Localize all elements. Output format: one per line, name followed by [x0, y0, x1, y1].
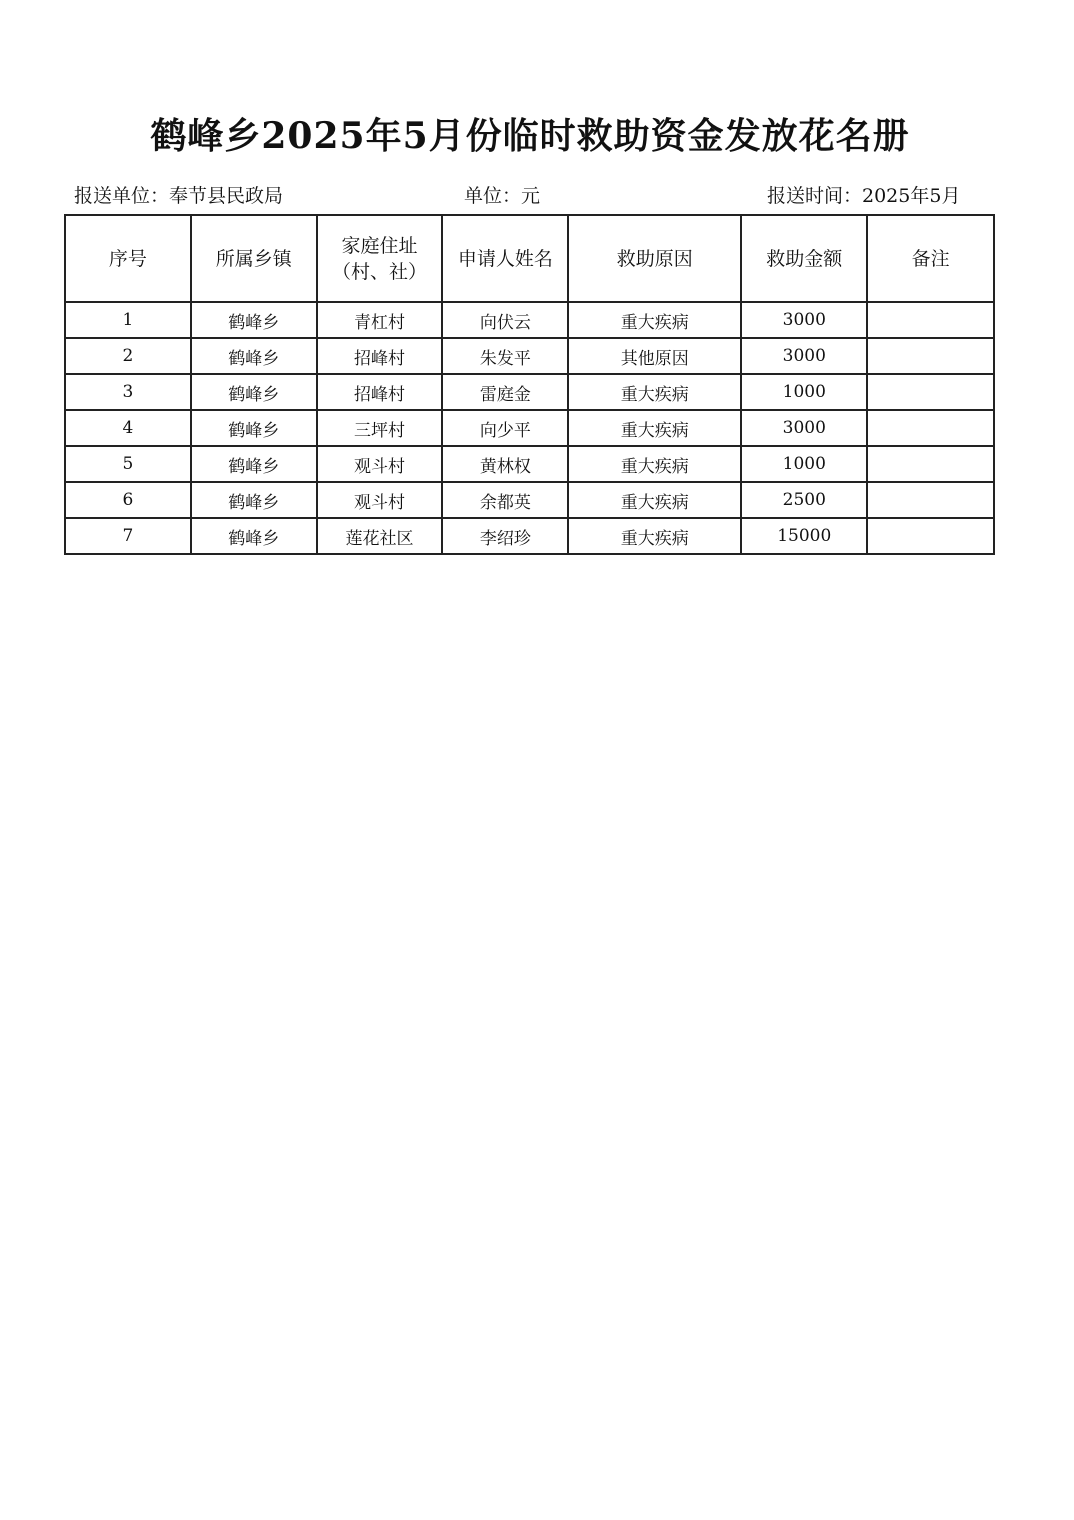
cell-amount: 2500: [741, 482, 867, 518]
cell-seq: 6: [65, 482, 191, 518]
cell-township: 鹤峰乡: [191, 338, 317, 374]
cell-amount: 1000: [741, 446, 867, 482]
cell-reason: 其他原因: [568, 338, 741, 374]
cell-applicant: 向伏云: [442, 302, 568, 338]
table-row: [65, 446, 994, 482]
cell-reason: 重大疾病: [568, 302, 741, 338]
header-reason: 救助原因: [568, 215, 741, 302]
report-time: 报送时间：2025年5月: [767, 185, 961, 207]
cell-remarks: [867, 482, 994, 518]
header-seq: 序号: [65, 215, 191, 302]
table-body: [65, 302, 994, 554]
cell-address: 观斗村: [317, 446, 443, 482]
cell-township: 鹤峰乡: [191, 374, 317, 410]
cell-address: 莲花社区: [317, 518, 443, 554]
cell-applicant: 向少平: [442, 410, 568, 446]
cell-address: 观斗村: [317, 482, 443, 518]
cell-applicant: 朱发平: [442, 338, 568, 374]
cell-township: 鹤峰乡: [191, 446, 317, 482]
cell-remarks: [867, 338, 994, 374]
cell-reason: 重大疾病: [568, 482, 741, 518]
header-address: [317, 215, 443, 302]
cell-amount: 3000: [741, 338, 867, 374]
table-row: [65, 410, 994, 446]
cell-township: 鹤峰乡: [191, 410, 317, 446]
cell-township: 鹤峰乡: [191, 518, 317, 554]
cell-seq: 4: [65, 410, 191, 446]
cell-applicant: 黄林权: [442, 446, 568, 482]
cell-address: 青杠村: [317, 302, 443, 338]
page-title: 鹤峰乡2025年5月份临时救助资金发放花名册: [150, 115, 910, 157]
cell-remarks: [867, 410, 994, 446]
cell-seq: 3: [65, 374, 191, 410]
cell-remarks: [867, 446, 994, 482]
cell-remarks: [867, 374, 994, 410]
cell-reason: 重大疾病: [568, 410, 741, 446]
table-row: [65, 518, 994, 554]
cell-amount: 15000: [741, 518, 867, 554]
cell-applicant: 余都英: [442, 482, 568, 518]
table-row: [65, 302, 994, 338]
table-row: [65, 374, 994, 410]
currency-unit: 单位：元: [464, 185, 541, 207]
header-township: 所属乡镇: [191, 215, 317, 302]
cell-reason: 重大疾病: [568, 518, 741, 554]
table-header-row: [65, 215, 994, 302]
cell-seq: 7: [65, 518, 191, 554]
table-row: [65, 482, 994, 518]
header-remarks: 备注: [867, 215, 994, 302]
cell-applicant: 李绍珍: [442, 518, 568, 554]
table-row: [65, 338, 994, 374]
cell-applicant: 雷庭金: [442, 374, 568, 410]
cell-remarks: [867, 518, 994, 554]
header-address-line2: （村、社）: [332, 260, 428, 283]
cell-amount: 1000: [741, 374, 867, 410]
cell-remarks: [867, 302, 994, 338]
cell-reason: 重大疾病: [568, 374, 741, 410]
header-amount: 救助金额: [741, 215, 867, 302]
cell-address: 招峰村: [317, 374, 443, 410]
cell-township: 鹤峰乡: [191, 482, 317, 518]
cell-seq: 5: [65, 446, 191, 482]
cell-seq: 2: [65, 338, 191, 374]
cell-amount: 3000: [741, 410, 867, 446]
header-applicant: 申请人姓名: [442, 215, 568, 302]
header-address-line1: 家庭住址: [341, 234, 418, 257]
cell-amount: 3000: [741, 302, 867, 338]
cell-address: 招峰村: [317, 338, 443, 374]
relief-roster-table: [64, 214, 995, 555]
reporting-unit: 报送单位：奉节县民政局: [74, 185, 284, 207]
cell-township: 鹤峰乡: [191, 302, 317, 338]
cell-reason: 重大疾病: [568, 446, 741, 482]
cell-seq: 1: [65, 302, 191, 338]
cell-address: 三坪村: [317, 410, 443, 446]
